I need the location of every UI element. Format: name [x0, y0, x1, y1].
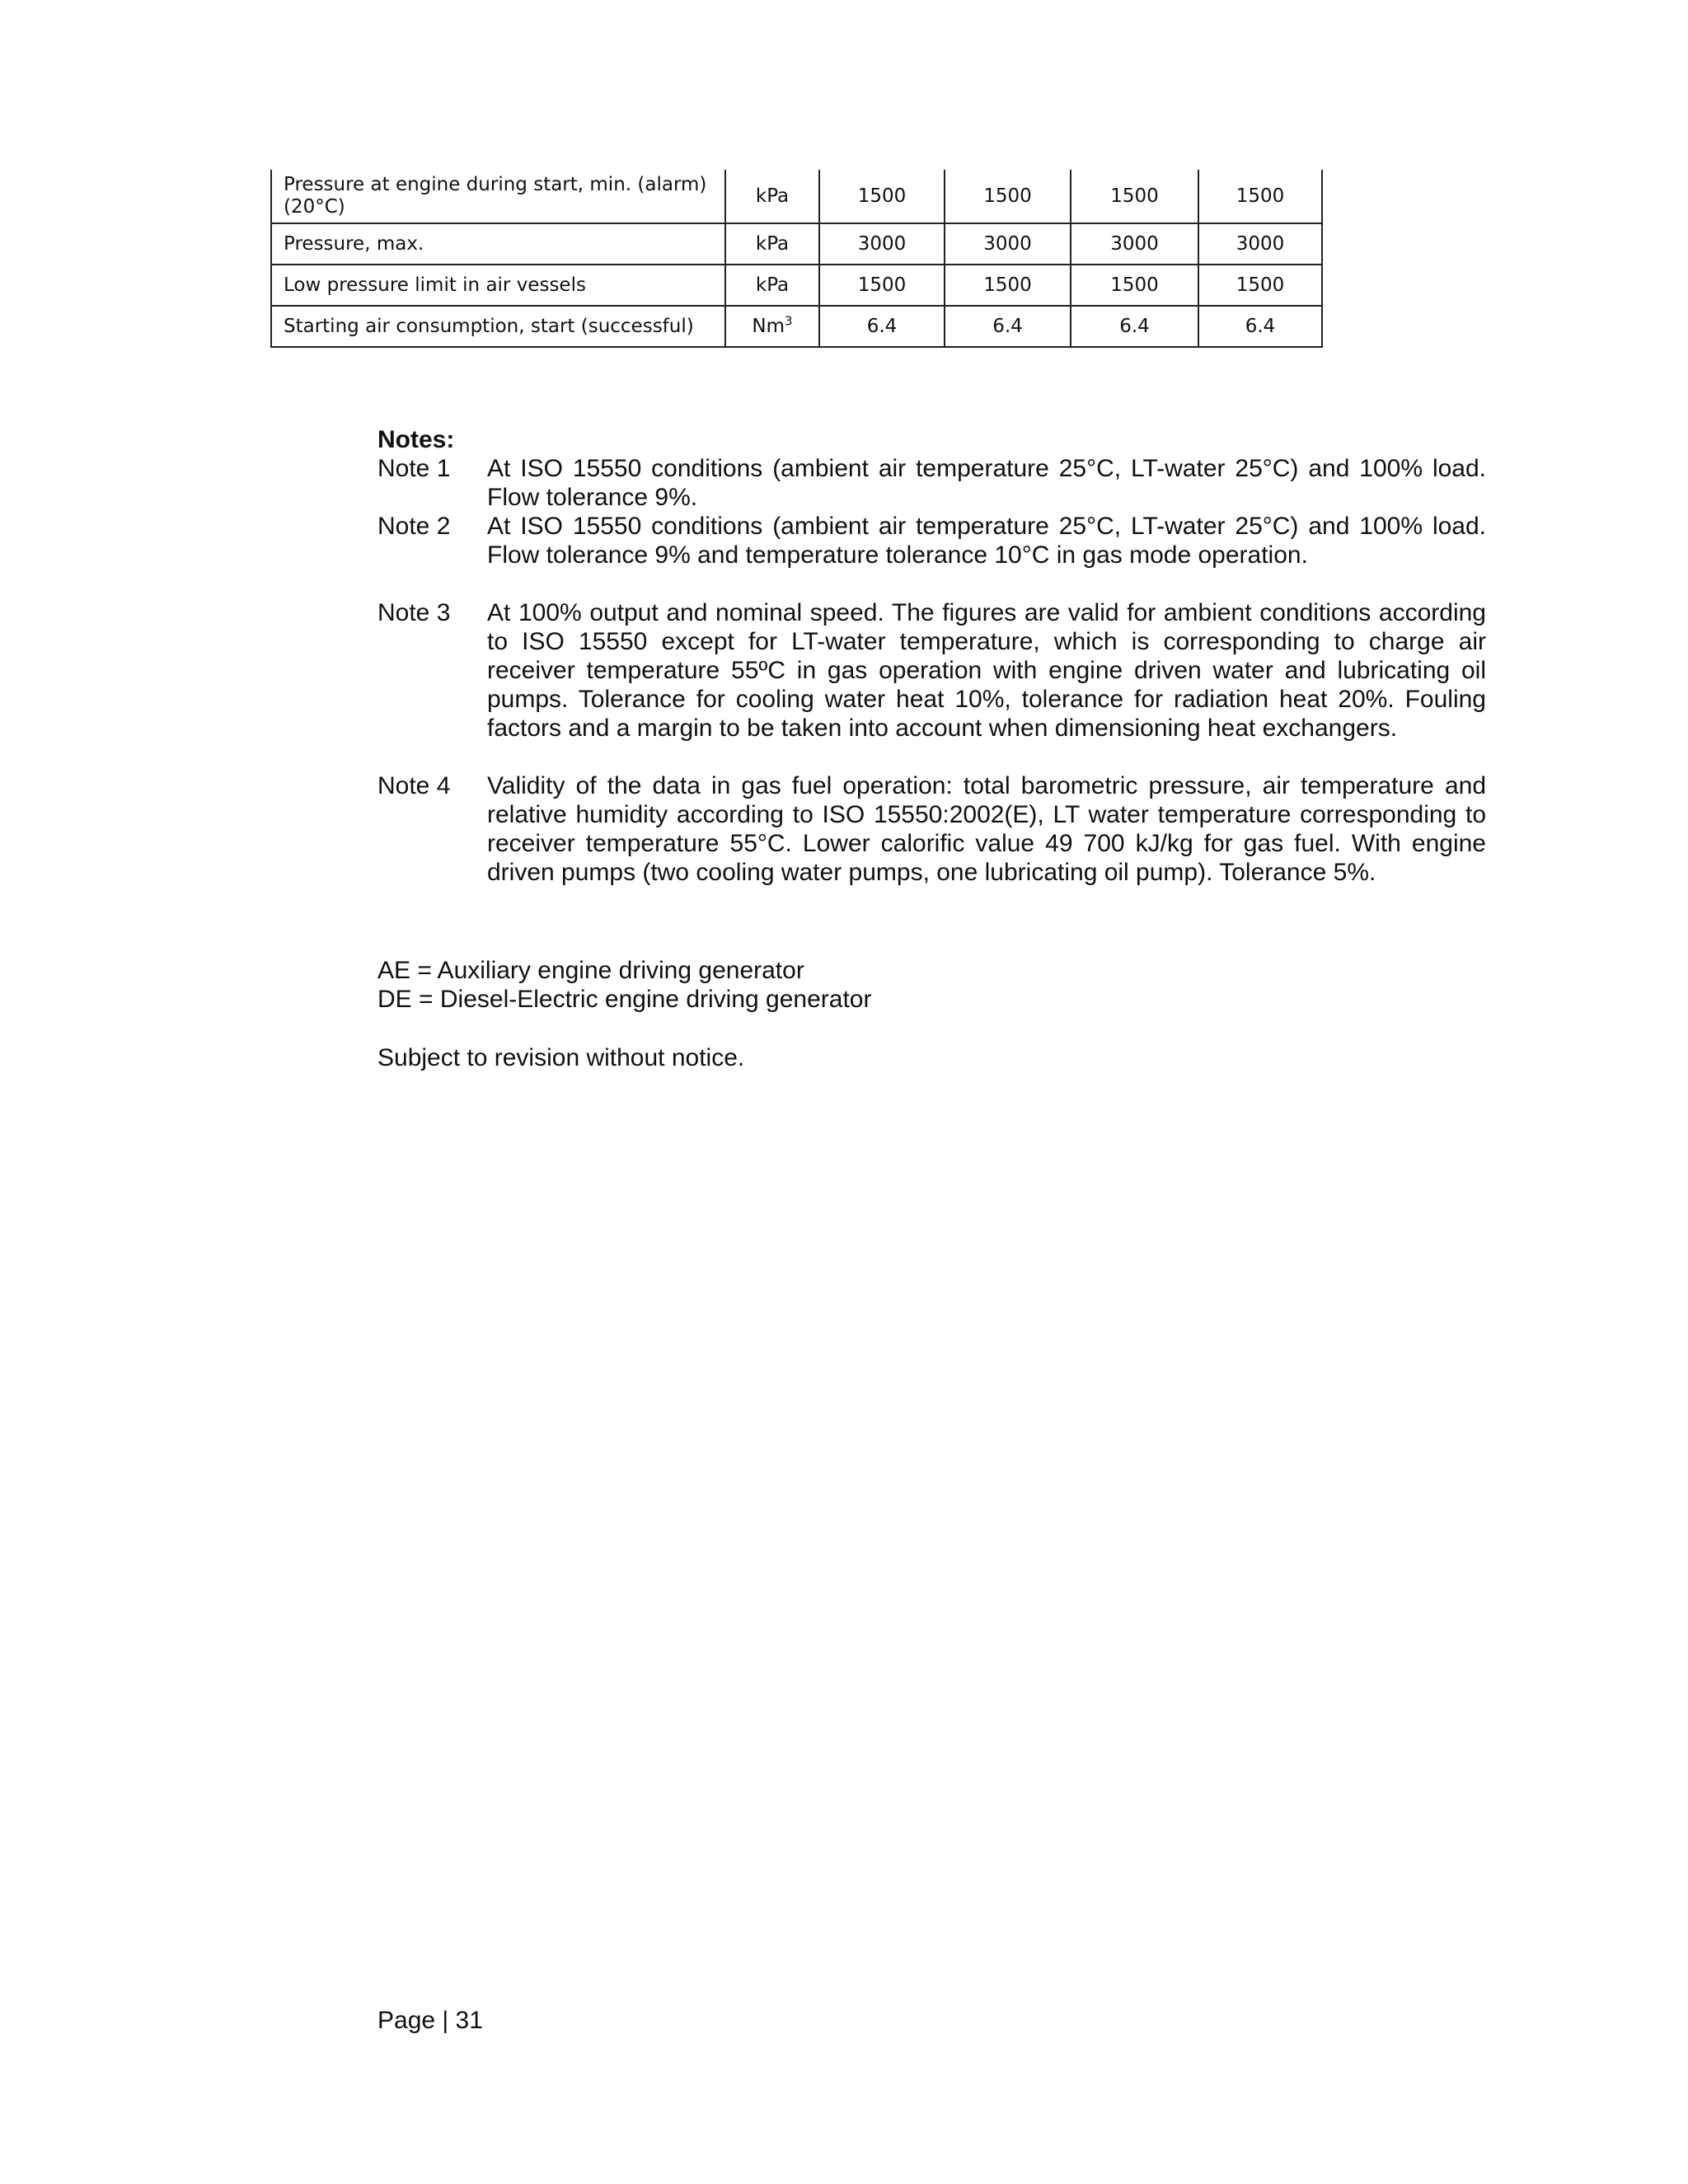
page-number: Page | 31 — [377, 2007, 483, 2034]
note-1 — [377, 454, 1486, 512]
row-value: 3000 — [1071, 223, 1198, 265]
row-value: 1500 — [945, 170, 1071, 223]
row-value: 1500 — [1198, 170, 1322, 223]
notes-section — [377, 425, 1486, 887]
unit-superscript: 3 — [785, 312, 793, 328]
abbreviation-de: DE = Diesel-Electric engine driving generator — [377, 986, 872, 1013]
row-unit: kPa — [725, 223, 819, 265]
table-row — [271, 170, 1322, 223]
note-text: At ISO 15550 conditions (ambient air temperature 25°C, LT-water 25°C) and 100% load. Flow tolerance 9% and temperature tolerance 10°C in gas mode operation. — [487, 513, 1486, 569]
note-text: At ISO 15550 conditions (ambient air temperature 25°C, LT-water 25°C) and 100% load. Flow tolerance 9%. — [487, 455, 1486, 511]
table-row — [271, 306, 1322, 347]
row-value: 1500 — [1198, 265, 1322, 306]
row-label: Low pressure limit in air vessels — [271, 265, 725, 306]
row-value: 6.4 — [1198, 306, 1322, 347]
note-label: Note 1 — [377, 455, 451, 482]
row-value: 3000 — [1198, 223, 1322, 265]
note-3 — [377, 598, 1486, 743]
row-value: 1500 — [819, 170, 945, 223]
row-value: 3000 — [945, 223, 1071, 265]
row-unit — [725, 306, 819, 347]
row-value: 1500 — [1071, 170, 1198, 223]
row-label: Pressure, max. — [271, 223, 725, 265]
row-value: 1500 — [819, 265, 945, 306]
row-value: 3000 — [819, 223, 945, 265]
row-value: 6.4 — [819, 306, 945, 347]
row-label: Pressure at engine during start, min. (alarm) (20°C) — [271, 170, 725, 223]
note-label: Note 4 — [377, 772, 451, 799]
row-value: 6.4 — [945, 306, 1071, 347]
notes-heading: Notes: — [377, 426, 455, 453]
note-text: At 100% output and nominal speed. The figures are valid for ambient conditions according to ISO 15550 except for LT-water temperature, which is corresponding to charge air receiver temperature 55ºC in gas operation with engine driven water and lubricating oil pumps. Tolerance for cooling water heat 10%, tolerance for radiation heat 20%. Fouling factors and a margin to be taken into account when dimensioning heat exchangers. — [487, 599, 1486, 742]
table-row — [271, 223, 1322, 265]
revision-note: Subject to revision without notice. — [377, 1044, 745, 1071]
row-unit: kPa — [725, 265, 819, 306]
note-4 — [377, 771, 1486, 887]
row-label: Starting air consumption, start (successful) — [271, 306, 725, 347]
row-unit: kPa — [725, 170, 819, 223]
abbreviations — [377, 956, 871, 1014]
note-label: Note 3 — [377, 599, 451, 626]
starting-air-table — [270, 170, 1323, 348]
unit-base: Nm — [752, 315, 785, 337]
row-value: 1500 — [945, 265, 1071, 306]
note-2 — [377, 512, 1486, 569]
note-text: Validity of the data in gas fuel operation: total barometric pressure, air temperature and relative humidity according to ISO 15550:2002(E), LT water temperature corresponding to receiver temperature 55°C. Lower calorific value 49 700 kJ/kg for gas fuel. With engine driven pumps (two cooling water pumps, one lubricating oil pump). Tolerance 5%. — [487, 772, 1486, 886]
row-value: 1500 — [1071, 265, 1198, 306]
note-label: Note 2 — [377, 513, 451, 540]
abbreviation-ae: AE = Auxiliary engine driving generator — [377, 957, 804, 984]
row-value: 6.4 — [1071, 306, 1198, 347]
table-row — [271, 265, 1322, 306]
